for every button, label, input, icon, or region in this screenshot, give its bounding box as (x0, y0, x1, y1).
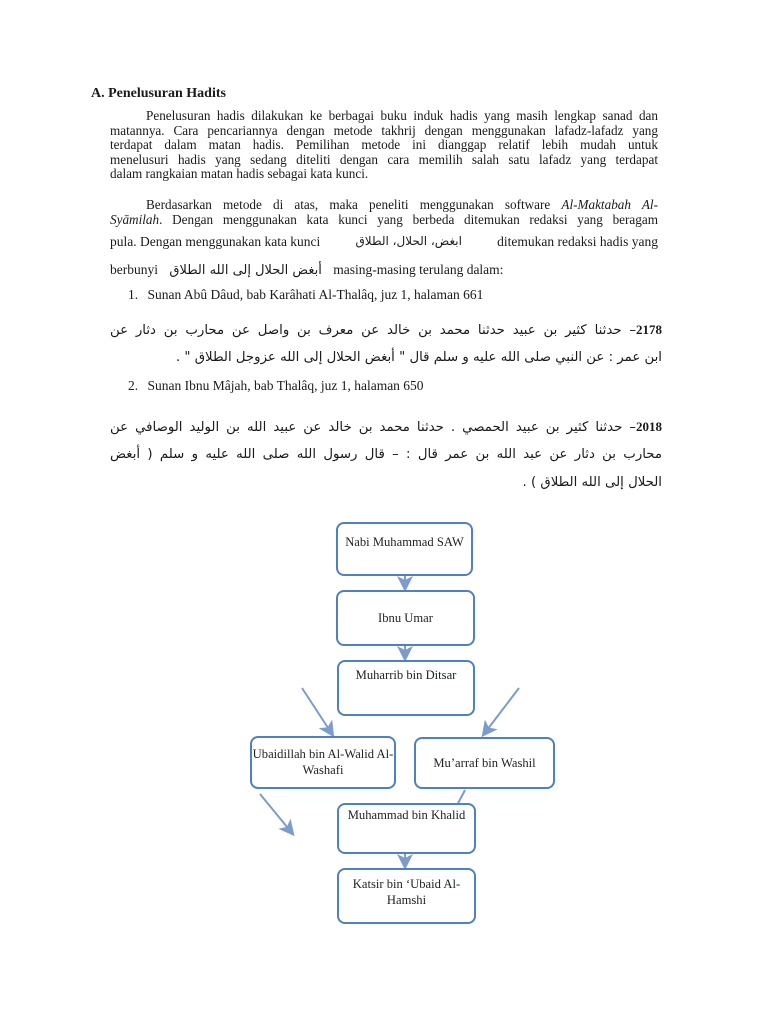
para1-line: terdapat dalam matan hadis. Pemilihan metode ini dianggap relatif lebih mudah untuk (110, 137, 658, 152)
para2-text: Berdasarkan metode di atas, maka peneliti menggunakan software (146, 197, 562, 212)
node-muharrib-bin-ditsar: Muharrib bin Ditsar (337, 660, 475, 716)
arrow-to-ubaidillah (302, 688, 332, 734)
hadith-text: – حدثنا كثير بن عبيد الحمصي . حدثنا محمد بن خالد عن عبيد الله بن الوليد الوصافي عن (110, 420, 636, 435)
node-ubaidillah-bin-al-walid: Ubaidillah bin Al-Walid Al-Washafi (250, 736, 396, 789)
node-muhammad-bin-khalid: Muhammad bin Khalid (337, 803, 476, 854)
para2-text: berbunyi (110, 262, 158, 277)
node-muarraf-bin-washil: Mu’arraf bin Washil (414, 737, 555, 789)
source-text: Sunan Ibnu Mâjah, bab Thalâq, juz 1, halaman 650 (147, 378, 424, 393)
hadith-2-line-2: محارب بن دثار عن عبد الله بن عمر قال : – قال رسول الله صلى الله عليه و سلم ( أبغض (110, 447, 662, 462)
para1-line: Penelusuran hadis dilakukan ke berbagai buku induk hadis yang masih lengkap sanad dan (146, 108, 658, 123)
para1-line: matannya. Cara pencariannya dengan metode takhrij dengan menggunakan lafadz-lafadz yang (110, 122, 658, 138)
hadith-text: – حدثنا كثير بن عبيد حدثنا محمد بن خالد عن معرف بن واصل عن محارب بن دثار عن (110, 323, 636, 338)
arrow-ubaidillah-down (260, 794, 292, 833)
para2-text: pula. Dengan menggunakan kata kunci (110, 234, 321, 249)
source-text: Sunan Abû Dâud, bab Karâhati Al-Thalâq, juz 1, halaman 661 (147, 287, 484, 302)
arabic-keywords: ابغض، الحلال، الطلاق (355, 234, 462, 248)
para1-line: menelusuri hadis yang sedang diteliti dengan cara memilih salah satu lafadz yang terdapat (110, 151, 658, 167)
para2-text: masing-masing terulang dalam: (333, 262, 504, 277)
node-nabi-muhammad: Nabi Muhammad SAW (336, 522, 473, 576)
para1-line: dalam rangkaian matan hadis sebagai kata kunci. (110, 166, 369, 181)
node-katsir-bin-ubaid: Katsir bin ‘Ubaid Al-Hamshi (337, 868, 476, 924)
hadith-1-line-2: ابن عمر : عن النبي صلى الله عليه و سلم قال " أبغض الحلال إلى الله عزوجل الطلاق " . (175, 350, 662, 365)
hadith-number: 2018 (636, 419, 662, 434)
para2-text: . Dengan menggunakan kata kunci yang berbeda ditemukan redaksi yang beragam (159, 211, 658, 227)
arabic-phrase: أبغض الحلال إلى الله الطلاق (169, 263, 322, 278)
software-name-part1: Al-Maktabah Al- (561, 197, 658, 212)
hadith-number: 2178 (636, 322, 662, 337)
para2-text: ditemukan redaksi hadis yang (497, 234, 658, 249)
section-heading: A. Penelusuran Hadits (91, 86, 226, 101)
source-number: 1. (128, 287, 139, 302)
source-number: 2. (128, 378, 139, 393)
software-name-part2: Syāmilah (110, 211, 160, 227)
hadith-2-line-3: الحلال إلى الله الطلاق ) . (522, 475, 662, 490)
arrow-to-muarraf (484, 688, 519, 734)
node-ibnu-umar: Ibnu Umar (336, 590, 475, 646)
